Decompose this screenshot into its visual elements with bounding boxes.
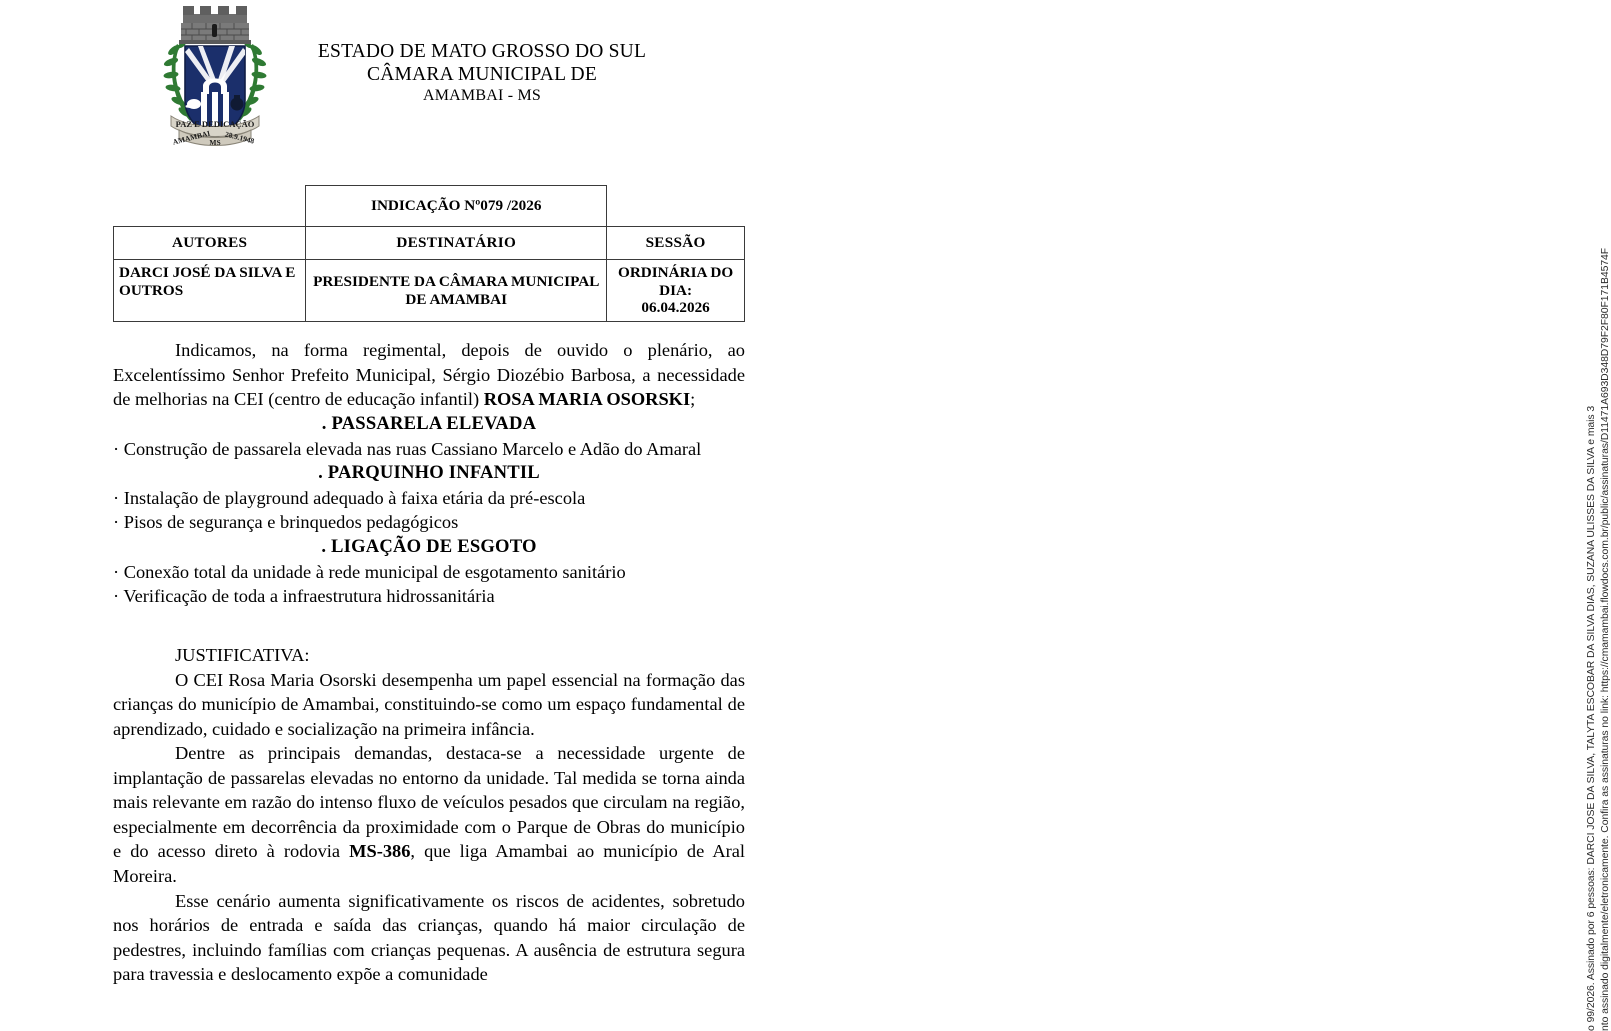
spacer: [113, 609, 745, 643]
signature-sidebar: [795, 0, 1611, 1031]
table-cell-empty-left: [114, 186, 306, 227]
table-header-destinatario: DESTINATÁRIO: [306, 227, 607, 260]
section-heading-esgoto: . LIGAÇÃO DE ESGOTO: [321, 536, 537, 557]
coat-of-arms-icon: [159, 4, 271, 150]
header-chamber-line: CÂMARA MUNICIPAL DE: [367, 64, 597, 85]
header-title-block: [286, 40, 678, 106]
section-heading-parquinho: . PARQUINHO INFANTIL: [318, 462, 540, 484]
table-cell-sessao: [607, 260, 745, 322]
justificativa-heading: JUSTIFICATIVA:: [175, 644, 310, 665]
document-body: [113, 338, 745, 987]
coat-of-arms-state: MS: [209, 138, 221, 147]
table-row-title: [114, 186, 745, 227]
header-city-line: AMAMBAI - MS: [423, 87, 541, 104]
paragraph2-part1: Dentre as principais demandas, destaca-se a necessidade urgente de implantação de passarelas elevadas no entorno da unidade. Tal medida se torna ainda mais relevante em razão do intenso fluxo de veículos pesados que circulam na região, especialmente em decorrência da proximidade com o Parque de Obras do município e do acesso direto à rodovia: [113, 743, 745, 862]
paragraph-justificativa-1: O CEI Rosa Maria Osorski desempenha um papel essencial na formação das crianças do município de Amambai, constituindo-se como um espaço fundamental de aprendizado, cuidado e socialização na primeira infância.: [113, 669, 745, 739]
table-header-autores: AUTORES: [114, 227, 306, 260]
list-item: · Conexão total da unidade à rede municipal de esgotamento sanitário: [113, 561, 626, 582]
sessao-date: 06.04.2026: [641, 299, 710, 317]
section-heading-passarela: . PASSARELA ELEVADA: [321, 412, 537, 434]
table-cell-indication-number: INDICAÇÃO Nº079 /2026: [306, 186, 607, 227]
coat-of-arms-city: AMAMBAI: [171, 128, 212, 147]
highway-reference: MS-386: [349, 841, 411, 862]
sessao-label: ORDINÁRIA DO DIA:: [618, 264, 734, 299]
intro-text-part2: ;: [690, 389, 696, 410]
coat-of-arms-motto: PAZ E DEDICAÇÃO: [175, 119, 255, 129]
signature-verification-link-text: nto assinado digitalmente/eletronicamente. Confira as assinaturas no link: https://cmamambai.flowdocs.com.br/public/assinaturas/D11471A693D348D79F2F80F171B4574F: [1600, 247, 1611, 1031]
list-item: · Construção de passarela elevada nas ruas Cassiano Marcelo e Adão do Amaral: [113, 438, 702, 459]
table-row-headers: [114, 227, 745, 260]
table-row: [114, 260, 745, 322]
table-cell-empty-right: [607, 186, 745, 227]
signature-signers-text: o 99/2026. Assinado por 6 pessoas: DARCI JOSE DA SILVA, TALYTA ESCOBAR DA SILVA DIAS, SUZANA ULISSES DA SILVA e mais 3: [1586, 405, 1597, 1031]
header-state-line: ESTADO DE MATO GROSSO DO SUL: [317, 41, 647, 62]
paragraph-intro: [113, 338, 745, 412]
intro-text-part1: Indicamos, na forma regimental, depois de ouvido o plenário, ao Excelentíssimo Senhor Prefeito Municipal, Sérgio Diozébio Barbosa, a necessidade de melhorias na CEI (centro de educação infantil): [113, 340, 745, 410]
coat-of-arms-founded: 28.9.1948: [223, 129, 256, 146]
table-cell-autores: DARCI JOSÉ DA SILVA E OUTROS: [114, 260, 306, 322]
document-header: [0, 0, 790, 152]
paragraph2-part2: , que liga Amambai ao município de Aral Moreira.: [113, 841, 745, 886]
indication-table: [113, 185, 745, 322]
table-header-sessao: SESSÃO: [607, 227, 745, 260]
paragraph-justificativa-3: Esse cenário aumenta significativamente os riscos de acidentes, sobretudo nos horários de entrada e saída das crianças, quando há maior circulação de pedestres, incluindo famílias com crianças pequenas. A ausência de estrutura segura para travessia e deslocamento expõe a comunidade: [113, 890, 745, 985]
table-cell-destinatario: PRESIDENTE DA CÂMARA MUNICIPAL DE AMAMBAI: [306, 260, 607, 322]
paragraph-justificativa-2: [113, 741, 745, 888]
list-item: · Verificação de toda a infraestrutura hidrossanitária: [113, 586, 495, 607]
list-item: · Instalação de playground adequado à faixa etária da pré-escola: [113, 487, 586, 508]
list-item: · Pisos de segurança e brinquedos pedagógicos: [113, 512, 459, 533]
school-name: ROSA MARIA OSORSKI: [483, 389, 691, 410]
